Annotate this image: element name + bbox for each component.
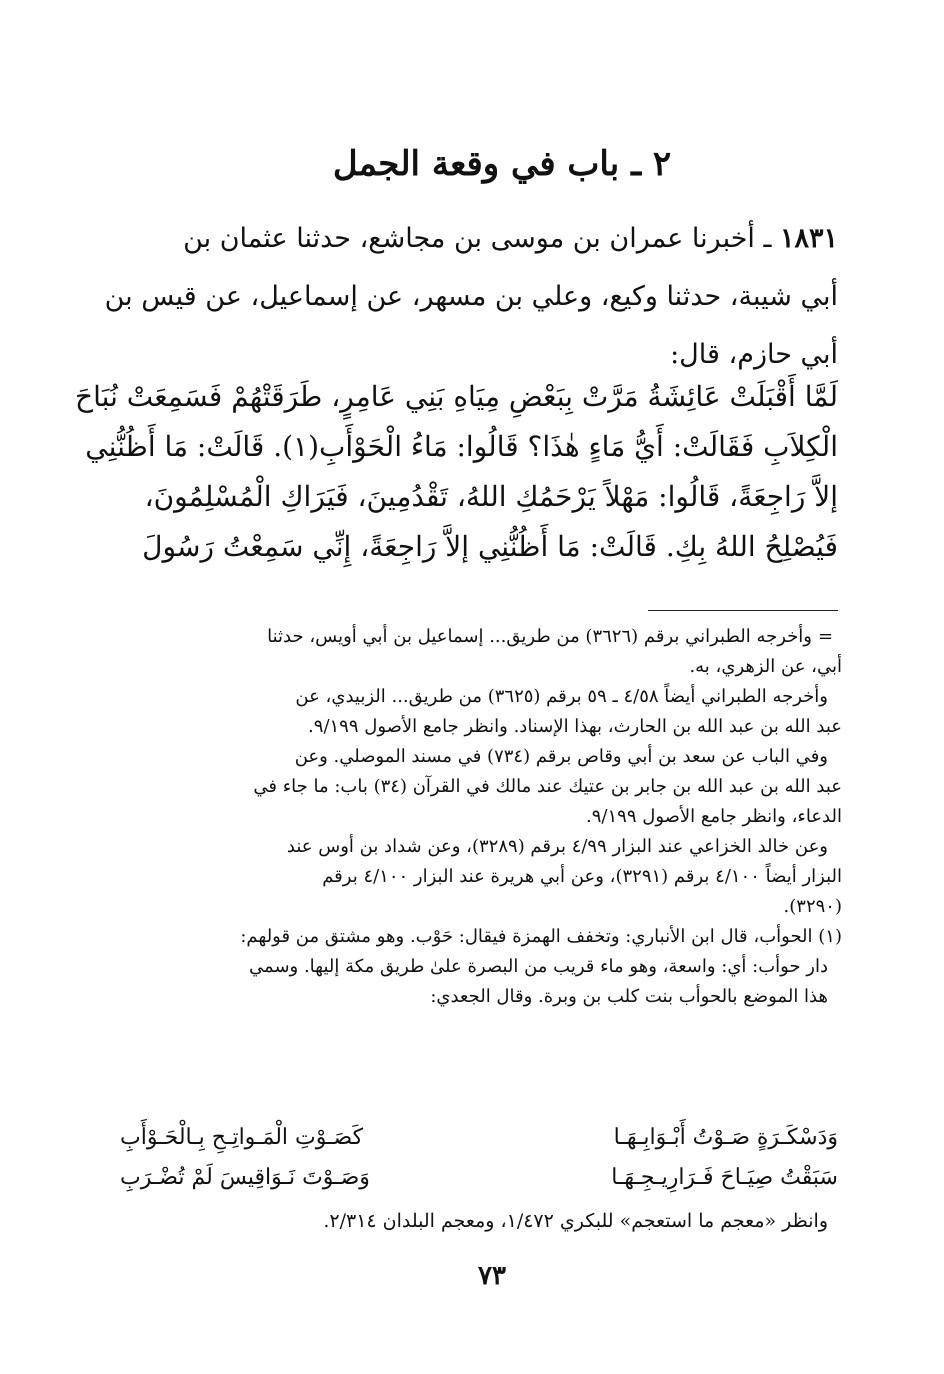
page-number: ٧٣ [478,1261,506,1291]
note-line-5: وفي الباب عن سعد بن أبي وقاص برقم (٧٣٤) في مسند الموصلي. وعن [294,746,828,767]
verse-1-first-hemistich: وَدَسْكَـرَةٍ صَـوْتُ أَبْـوَابِـهَـا [613,1125,838,1150]
footnotes [120,622,842,1012]
hadith-isnad [104,210,838,384]
note-line-12: دار حوأب: أي: واسعة، وهو ماء قريب من البصرة علىٰ طريق مكة إليها. وسمي [249,956,828,977]
hadith-line-3: إلاَّ رَاجِعَةً، قَالُوا: مَهْلاً يَرْحَمُكِ اللهُ، تَقْدُمِينَ، فَيَرَاكِ الْمُسْلِمُونَ، [144,480,838,513]
verse-2-first-hemistich: سَبَقْتُ صِيَـاحَ فَـرَارِيـجِـهَـا [611,1165,838,1190]
hadith-line-1: لَمَّا أَقْبَلَتْ عَائِشَةُ مَرَّتْ بِبَعْضِ مِيَاهِ بَنِي عَامِرٍ، طَرَقَتْهُمْ فَسَمِعَتْ نُبَاحَ [75,380,838,413]
hadith-text [75,372,838,572]
isnad-line-1 [120,210,838,268]
final-note [120,1206,842,1236]
note-line-11: (١) الحوأب، قال ابن الأنباري: وتخفف الهمزة فيقال: حَوْب. وهو مشتق من قولهم: [240,926,842,947]
isnad-line-1-text: ـ أخبرنا عمران بن موسى بن مجاشع، حدثنا عثمان بن [183,223,780,254]
note-line-2: أبي، عن الزهري، به. [689,656,842,677]
verse-2-second-hemistich: وَصَـوْتَ نَـوَاقِيسَ لَمْ تُضْـرَبِ [120,1165,370,1190]
note-line-10: (٣٢٩٠). [783,896,842,917]
verse-line-1 [120,1120,838,1156]
note-line-9: البزار أيضاً ٤/١٠٠ برقم (٣٢٩١)، وعن أبي هريرة عند البزار ٤/١٠٠ برقم [322,866,842,887]
hadith-number: ١٨٣١ [779,223,838,254]
note-line-3: وأخرجه الطبراني أيضاً ٤/٥٨ ـ ٥٩ برقم (٣٦٢٥) من طريق... الزبيدي، عن [295,686,828,707]
final-note-line: وانظر «معجم ما استعجم» للبكري ١/٤٧٢، ومعجم البلدان ٢/٣١٤. [323,1210,828,1232]
continuation-marker: = [818,626,834,647]
footnote-divider [648,610,838,611]
hadith-line-4: فَيُصْلِحُ اللهُ بِكِ. قَالَتْ: مَا أَظُنُّنِي إلاَّ رَاجِعَةً، إِنِّي سَمِعْتُ رَسُولَ [142,530,838,563]
verse-line-2 [120,1160,838,1196]
note-line-7: الدعاء، وانظر جامع الأصول ٩/١٩٩. [586,806,842,827]
isnad-line-2: أبي شيبة، حدثنا وكيع، وعلي بن مسهر، عن إسماعيل، عن قيس بن [104,281,838,312]
note-line-8: وعن خالد الخزاعي عند البزار ٤/٩٩ برقم (٣٢٨٩)، وعن شداد بن أوس عند [286,836,828,857]
chapter-heading: ٢ ـ باب في وقعة الجمل [332,144,672,184]
note-line-1: وأخرجه الطبراني برقم (٣٦٢٦) من طريق... إسماعيل بن أبي أويس، حدثنا [267,626,812,647]
hadith-line-2: الْكِلاَبِ فَقَالَتْ: أَيُّ مَاءٍ هٰذَا؟ قَالُوا: مَاءُ الْحَوْأَبِ(١). قَالَتْ: مَا أَظُنُّنِي [85,430,838,463]
isnad-line-3: أبي حازم، قال: [670,339,838,370]
note-line-6: عبد الله بن عبد الله بن جابر بن عتيك عند مالك في القرآن (٣٤) باب: ما جاء في [253,776,842,797]
note-line-4: عبد الله بن عبد الله بن الحارث، بهذا الإسناد. وانظر جامع الأصول ٩/١٩٩. [308,716,842,737]
verse-1-second-hemistich: كَصَـوْتِ الْمَـواتِـحِ بِـالْحَـوْأَبِ [120,1125,364,1150]
note-line-13: هذا الموضع بالحوأب بنت كلب بن وبرة. وقال الجعدي: [430,986,828,1007]
